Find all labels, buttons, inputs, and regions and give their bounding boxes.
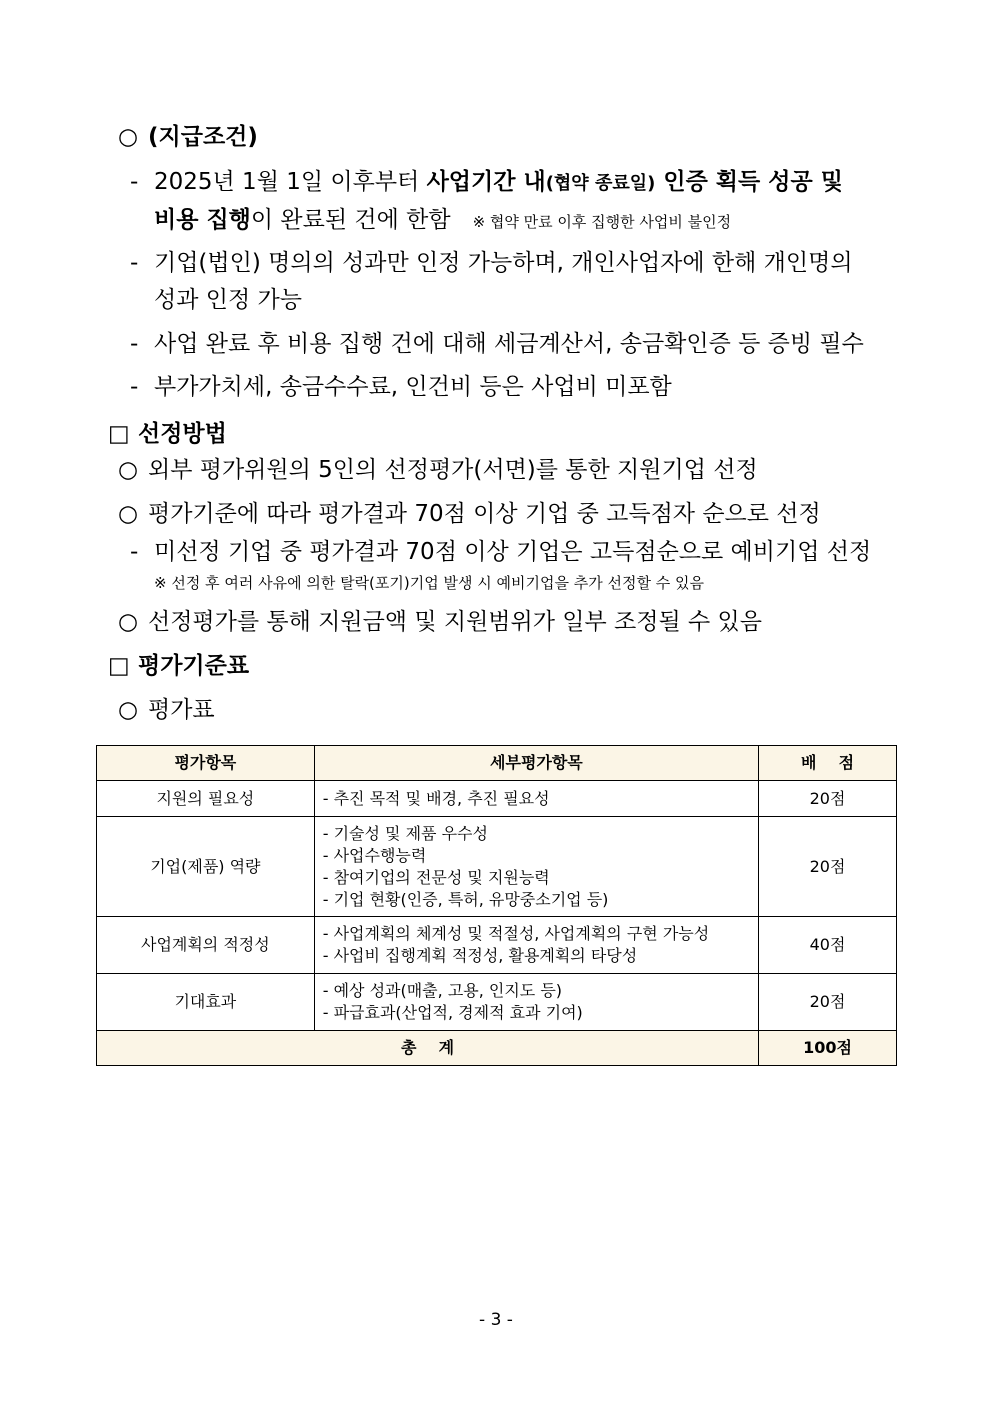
row-item: 기업(제품) 역량 (97, 817, 315, 917)
table-row (97, 781, 897, 817)
detail-line: - 추진 목적 및 배경, 추진 필요성 (322, 788, 550, 808)
evaluation-table (96, 745, 897, 1066)
detail-line: - 사업비 집행계획 적정성, 활용계획의 타당성 (322, 946, 638, 965)
criteria-heading: □ 평가기준표 (108, 653, 250, 679)
row-score: 20점 (759, 974, 897, 1031)
circle-bullet-icon: ○ (118, 697, 139, 723)
conditions-item-2-cont: 성과 인정 가능 (154, 287, 302, 313)
selection-note: ※ 선정 후 여러 사유에 의한 탈락(포기)기업 발생 시 예비기업을 추가 선정할 수 있음 (154, 574, 704, 592)
detail-line: - 기업 현황(인증, 특허, 유망중소기업 등) (322, 889, 609, 909)
square-bullet-icon: □ (108, 421, 130, 447)
page-number: - 3 - (479, 1310, 513, 1330)
table-header-score: 배 점 (759, 746, 897, 781)
conditions-item-3: - 사업 완료 후 비용 집행 건에 대해 세금계산서, 송금확인증 등 증빙 필수 (130, 331, 864, 357)
selection-item-1: ○ 외부 평가위원의 5인의 선정평가(서면)를 통한 지원기업 선정 (118, 457, 758, 483)
total-score: 100점 (759, 1031, 897, 1066)
selection-heading: □ 선정방법 (108, 421, 227, 447)
detail-line: - 파급효과(산업적, 경제적 효과 기여) (322, 1003, 583, 1022)
row-score: 20점 (759, 781, 897, 817)
criteria-sub-heading: ○ 평가표 (118, 697, 215, 723)
detail-line: - 기술성 및 제품 우수성 (322, 823, 488, 843)
square-bullet-icon: □ (108, 653, 130, 679)
detail-line: - 참여기업의 전문성 및 지원능력 (322, 867, 550, 887)
row-score: 20점 (759, 817, 897, 917)
dash-bullet-icon: - (130, 169, 139, 195)
row-details (314, 917, 758, 974)
circle-bullet-icon: ○ (118, 457, 139, 483)
selection-item-2: ○ 평가기준에 따라 평가결과 70점 이상 기업 중 고득점자 순으로 선정 (118, 501, 821, 527)
selection-item-2-sub: - 미선정 기업 중 평가결과 70점 이상 기업은 고득점순으로 예비기업 선정 (130, 539, 872, 565)
detail-line: - 예상 성과(매출, 고용, 인지도 등) (322, 981, 563, 1000)
conditions-item-1-cont: 비용 집행이 완료된 건에 한함 ※ 협약 만료 이후 집행한 사업비 불인정 (154, 207, 732, 233)
total-label: 총 계 (97, 1031, 759, 1066)
conditions-note: ※ 협약 만료 이후 집행한 사업비 불인정 (472, 213, 732, 231)
dash-bullet-icon: - (130, 539, 139, 565)
row-details (314, 974, 758, 1031)
row-details (314, 781, 758, 817)
dash-bullet-icon: - (130, 331, 139, 357)
conditions-heading: ○ (지급조건) (118, 124, 258, 150)
row-score: 40점 (759, 917, 897, 974)
row-details (314, 817, 758, 917)
table-header-row (97, 746, 897, 781)
dash-bullet-icon: - (130, 250, 139, 276)
dash-bullet-icon: - (130, 374, 139, 400)
table-header-details: 세부평가항목 (314, 746, 758, 781)
conditions-item-2: - 기업(법인) 명의의 성과만 인정 가능하며, 개인사업자에 한해 개인명의 (130, 250, 853, 276)
row-item: 기대효과 (97, 974, 315, 1031)
table-row (97, 817, 897, 917)
row-item: 지원의 필요성 (97, 781, 315, 817)
selection-item-3: ○ 선정평가를 통해 지원금액 및 지원범위가 일부 조정될 수 있음 (118, 609, 762, 635)
row-item: 사업계획의 적정성 (97, 917, 315, 974)
table-header-item: 평가항목 (97, 746, 315, 781)
table-row (97, 917, 897, 974)
table-total-row (97, 1031, 897, 1066)
detail-line: - 사업계획의 체계성 및 적절성, 사업계획의 구현 가능성 (322, 924, 710, 943)
circle-bullet-icon: ○ (118, 124, 139, 150)
conditions-item-1: - 2025년 1월 1일 이후부터 사업기간 내(협약 종료일) 인증 획득 성공 및 (130, 169, 843, 195)
circle-bullet-icon: ○ (118, 609, 139, 635)
detail-line: - 사업수행능력 (322, 845, 427, 865)
conditions-item-4: - 부가가치세, 송금수수료, 인건비 등은 사업비 미포함 (130, 374, 672, 400)
circle-bullet-icon: ○ (118, 501, 139, 527)
table-row (97, 974, 897, 1031)
